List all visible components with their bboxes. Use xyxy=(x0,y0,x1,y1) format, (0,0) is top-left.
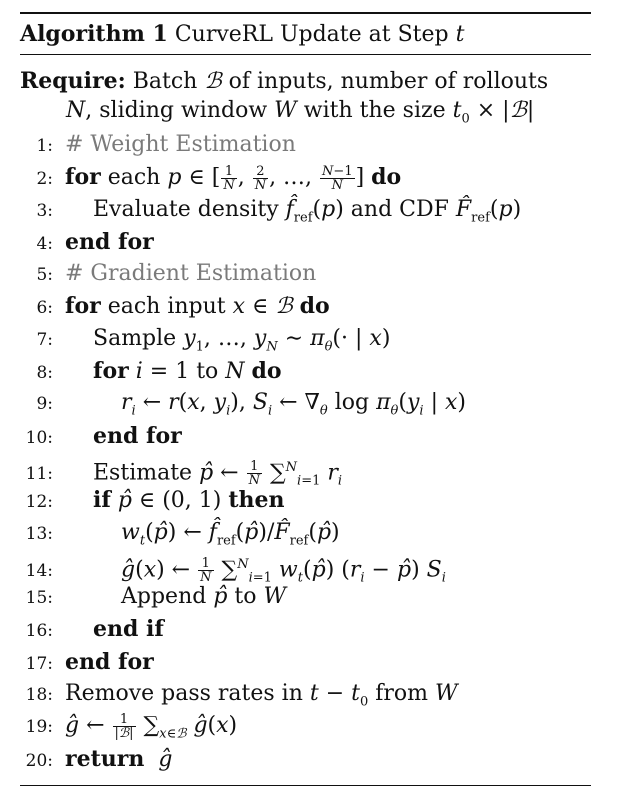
line-number: 12: xyxy=(25,492,53,513)
line-text: Evaluate density $f̂_{ref}(p)$ and CDF $F̂_{ref}(p)$ xyxy=(93,196,522,225)
line-number: 13: xyxy=(25,523,53,544)
line-16 xyxy=(20,613,591,645)
line-number: 18: xyxy=(25,685,53,706)
line-8 xyxy=(20,355,591,387)
line-12 xyxy=(20,484,591,516)
bottom-rule xyxy=(20,785,591,786)
line-text: # Weight Estimation xyxy=(65,132,296,157)
line-18 xyxy=(20,678,591,710)
line-text: $r_i$ ← r(x, $y_i$), $S_i$ ← $\nabla_\theta$ $\log \pi_\theta(y_i$ | x) xyxy=(121,390,466,419)
line-15 xyxy=(20,581,591,613)
algorithm-body xyxy=(20,129,591,775)
line-text: Remove pass rates in $t - t_0$ from W xyxy=(65,681,458,710)
line-3 xyxy=(20,194,591,226)
line-number: 20: xyxy=(25,750,53,771)
line-19 xyxy=(20,710,591,742)
line-5 xyxy=(20,258,591,290)
line-text: end if xyxy=(93,616,164,643)
line-14 xyxy=(20,549,591,586)
line-text: Estimate p̂ ← $\frac{1}{N}$ ∑$^N_{i=1}$ $r_i$ xyxy=(93,458,343,489)
algorithm-caption xyxy=(20,14,591,48)
line-text: ĝ(x) ← $\frac{1}{N}$ ∑$^N_{i=1}$ $w_t(p̂) (r_i$ − p̂) $S_i$ xyxy=(121,555,446,586)
line-text: # Gradient Estimation xyxy=(65,261,317,287)
line-text: ĝ ← $\frac{1}{\text{|ℬ|}}$ $\sum_{x\in ℬ}$ ĝ(x) xyxy=(65,711,238,742)
caption-label: Algorithm 1 xyxy=(20,21,168,47)
line-number: 3: xyxy=(36,200,53,221)
line-text: for each input x ∈ ℬ do xyxy=(65,293,330,320)
line-number: 1: xyxy=(36,136,53,156)
line-13 xyxy=(20,517,591,549)
line-text: end for xyxy=(93,422,182,449)
algorithm-box xyxy=(20,12,591,786)
line-number: 10: xyxy=(25,427,53,448)
line-number: 5: xyxy=(36,265,53,286)
caption-title: CurveRL Update at Step t xyxy=(167,22,465,47)
require-line-1: Require: Batch ℬ of inputs, number of rollouts xyxy=(20,68,549,94)
line-number: 8: xyxy=(36,363,53,384)
line-text: end for xyxy=(65,228,154,255)
line-number: 14: xyxy=(25,561,53,582)
require-line-2: N, sliding window W with the size $t_0$ × |ℬ| xyxy=(66,98,535,127)
require-block xyxy=(20,67,591,125)
line-text: $w_t(p̂)$ ← $f̂_{ref}(p̂)/F̂_{ref}(p̂)$ xyxy=(121,519,340,548)
line-number: 7: xyxy=(36,329,53,350)
line-7 xyxy=(20,323,591,355)
line-number: 9: xyxy=(36,394,53,415)
line-number: 6: xyxy=(36,298,53,319)
line-number: 19: xyxy=(25,717,53,738)
line-9 xyxy=(20,387,591,419)
line-4 xyxy=(20,226,591,258)
line-number: 11: xyxy=(25,464,53,485)
line-text: for i = 1 to N do xyxy=(93,358,282,385)
require-label: Require: xyxy=(20,68,126,94)
caption-rule xyxy=(20,54,591,55)
line-number: 16: xyxy=(25,621,53,642)
line-2 xyxy=(20,161,591,193)
line-10 xyxy=(20,420,591,452)
line-text: end for xyxy=(65,648,154,675)
line-6 xyxy=(20,290,591,322)
line-text: return ĝ xyxy=(65,745,173,772)
line-11 xyxy=(20,452,591,489)
line-text: Sample $y_1$, …, $y_N$ ∼ $\pi_\theta(\cdot$ | x) xyxy=(93,325,391,355)
line-20 xyxy=(20,743,591,775)
line-number: 2: xyxy=(36,169,53,190)
line-text: for each p ∈ [ $\frac{1}{N}$ , $\frac{2}{N}$ , …, $\frac{N-1}{N}$ ] do xyxy=(65,163,402,193)
line-number: 4: xyxy=(36,233,53,254)
line-17 xyxy=(20,646,591,678)
line-number: 17: xyxy=(25,653,53,674)
line-text: Append p̂ to W xyxy=(121,584,287,610)
line-text: if p̂ ∈ (0, 1) then xyxy=(93,487,285,514)
line-number: 15: xyxy=(25,588,53,609)
line-1 xyxy=(20,129,591,161)
